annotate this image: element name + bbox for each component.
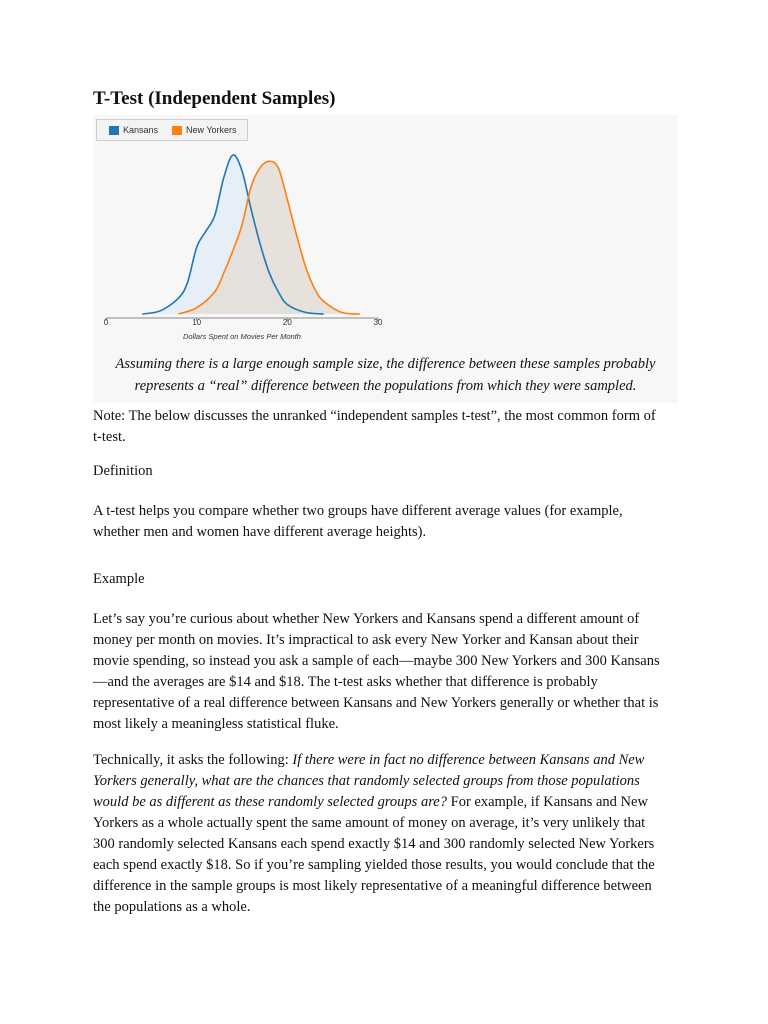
chart-legend: [96, 119, 248, 141]
technical-question: If there were in fact no difference between Kansans and New Yorkers generally, what are the chances that randomly selected groups from those populations would be as different as these randomly selected groups are?: [93, 752, 645, 810]
chart-figure: [93, 115, 678, 403]
technical-intro: Technically, it asks the following:: [93, 752, 293, 768]
legend-item-new-yorkers[interactable]: [172, 125, 237, 135]
page-title: T-Test (Independent Samples): [93, 88, 336, 109]
example-paragraph: Let’s say you’re curious about whether New Yorkers and Kansans spend a different amount of money per month on movies. It’s impractical to ask every New Yorker and Kansan about their movie spending, so instead you ask a sample of each—maybe 300 New Yorkers and 300 Kansans—and the averages are $14 and $18. The t-test asks whether that difference is probably representative of a real difference between Kansans and New Yorkers generally or whether that is most likely a meaningless statistical fluke.: [93, 611, 660, 732]
legend-label-kansans: Kansans: [123, 125, 159, 135]
x-tick-label: 0: [103, 318, 109, 327]
example-heading: Example: [93, 571, 145, 587]
legend-item-kansans[interactable]: [109, 125, 158, 135]
note-paragraph: Note: The below discusses the unranked “independent samples t-test”, the most common form of t-test.: [93, 408, 656, 445]
distribution-chart: [93, 143, 393, 348]
x-tick-label: 10: [192, 318, 202, 327]
legend-label-new-yorkers: New Yorkers: [186, 125, 237, 135]
x-tick-label: 20: [282, 318, 292, 327]
technical-rest: For example, if Kansans and New Yorkers as a whole actually spent the same amount of money on average, it’s very unlikely that 300 randomly selected Kansans each spend exactly $14 and 300 randomly selected New Yorkers each spend exactly $18. So if you’re sampling yielded those results, you would conclude that the difference in the sample groups is most likely representative of a meaningful difference between the populations as a whole.: [93, 794, 655, 915]
x-axis-label: Dollars Spent on Movies Per Month: [183, 332, 301, 341]
definition-heading: Definition: [93, 463, 153, 479]
x-tick-label: 30: [373, 318, 383, 327]
legend-swatch-kansans: [109, 126, 119, 135]
definition-paragraph: A t-test helps you compare whether two groups have different average values (for example, whether men and women have different average heights).: [93, 503, 623, 540]
figure-caption: Assuming there is a large enough sample size, the difference between these samples probably represents a “real” difference between the populations from which they were sampled.: [115, 356, 656, 394]
legend-swatch-new-yorkers: [172, 126, 182, 135]
technical-paragraph: [93, 750, 668, 918]
